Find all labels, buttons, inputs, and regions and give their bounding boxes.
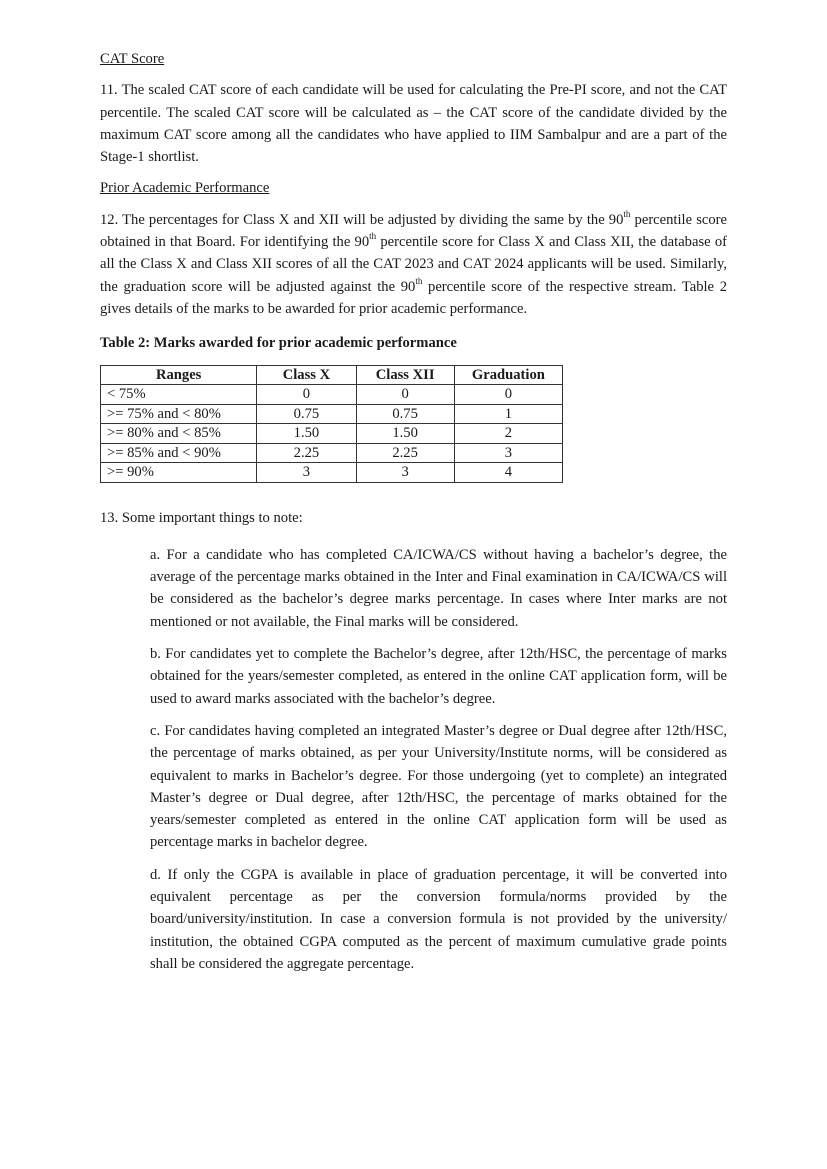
table-header-row <box>101 365 563 385</box>
paragraph-12-part-d: percentile score of the respective stream. Table 2 gives details of the marks to be awarded for prior academic performance. <box>100 278 727 317</box>
paragraph-12-part-b: percentile score obtained in that Board. For identifying the 90 <box>100 211 727 251</box>
table-row <box>101 443 563 463</box>
table-row <box>101 424 563 444</box>
marks-table <box>100 365 563 483</box>
cell-class-x: 2.25 <box>257 443 356 463</box>
cell-range: >= 90% <box>101 463 257 483</box>
table-row <box>101 385 563 405</box>
table-row <box>101 404 563 424</box>
cell-class-xii: 1.50 <box>356 424 454 444</box>
header-ranges: Ranges <box>101 365 257 385</box>
table-2-caption: Table 2: Marks awarded for prior academic performance <box>100 335 457 352</box>
cell-class-x: 1.50 <box>257 424 356 444</box>
cell-class-x: 0 <box>257 385 356 405</box>
header-graduation: Graduation <box>454 365 562 385</box>
cat-score-heading: CAT Score <box>100 51 165 67</box>
paragraph-12-part-c: percentile score for Class X and Class XII, the database of all the Class X and Class XII scores of all the CAT 2023 and CAT 2024 applicants will be used. Similarly, the graduation score will be adjusted against the 90 <box>100 234 727 295</box>
cell-class-x: 0.75 <box>257 404 356 424</box>
cell-class-x: 3 <box>257 463 356 483</box>
cell-range: >= 80% and < 85% <box>101 424 257 444</box>
superscript-th: th <box>623 208 631 219</box>
table-row <box>101 463 563 483</box>
cell-range: >= 85% and < 90% <box>101 443 257 463</box>
cell-class-xii: 3 <box>356 463 454 483</box>
note-b: b. For candidates yet to complete the Bachelor’s degree, after 12th/HSC, the percentage of marks obtained for the years/semester completed, as entered in the online CAT application form, will be used to award marks associated with the bachelor’s degree. <box>150 646 727 707</box>
document-page <box>100 48 727 985</box>
cell-range: < 75% <box>101 385 257 405</box>
cell-graduation: 4 <box>454 463 562 483</box>
superscript-th: th <box>369 231 377 242</box>
header-class-xii: Class XII <box>356 365 454 385</box>
cell-graduation: 1 <box>454 404 562 424</box>
note-d: d. If only the CGPA is available in place of graduation percentage, it will be converted into equivalent percentage as per the conversion formula/norms provided by the board/university/institution. In case a conversion formula is not provided by the university/ institution, the obtained CGPA computed as the percent of maximum cumulative grade points shall be considered the aggregate percentage. <box>150 866 727 972</box>
paragraph-12 <box>100 209 727 320</box>
cell-graduation: 0 <box>454 385 562 405</box>
cell-graduation: 3 <box>454 443 562 463</box>
cell-range: >= 75% and < 80% <box>101 404 257 424</box>
prior-academic-heading: Prior Academic Performance <box>100 180 270 197</box>
notes-intro: 13. Some important things to note: <box>100 509 303 526</box>
paragraph-11: 11. The scaled CAT score of each candidate will be used for calculating the Pre-PI score, and not the CAT percentile. The scaled CAT score will be calculated as – the CAT score of the candidate divided by the maximum CAT score among all the candidates who have applied to IIM Sambalpur and are a part of the Stage-1 shortlist. <box>100 82 727 166</box>
cell-graduation: 2 <box>454 424 562 444</box>
note-c: c. For candidates having completed an integrated Master’s degree or Dual degree after 12th/HSC, the percentage of marks obtained, as per your University/Institute norms, will be considered as equivalent to marks in Bachelor’s degree. For those undergoing (yet to complete) an integrated Master’s degree or Dual degree, after 12th/HSC, the percentage of marks obtained for the years/semester completed as entered in the online CAT application form will be used as percentage marks in bachelor degree. <box>150 722 727 851</box>
header-class-x: Class X <box>257 365 356 385</box>
superscript-th: th <box>415 275 423 286</box>
cell-class-xii: 0 <box>356 385 454 405</box>
cell-class-xii: 0.75 <box>356 404 454 424</box>
notes-list <box>150 544 727 975</box>
cell-class-xii: 2.25 <box>356 443 454 463</box>
note-a: a. For a candidate who has completed CA/ICWA/CS without having a bachelor’s degree, the average of the percentage marks obtained in the Inter and Final examination in CA/ICWA/CS will be considered as the bachelor’s degree marks percentage. In cases where Inter marks are not mentioned or not available, the Final marks will be considered. <box>150 546 727 630</box>
paragraph-12-part-a: 12. The percentages for Class X and XII will be adjusted by dividing the same by the 90 <box>100 211 624 228</box>
